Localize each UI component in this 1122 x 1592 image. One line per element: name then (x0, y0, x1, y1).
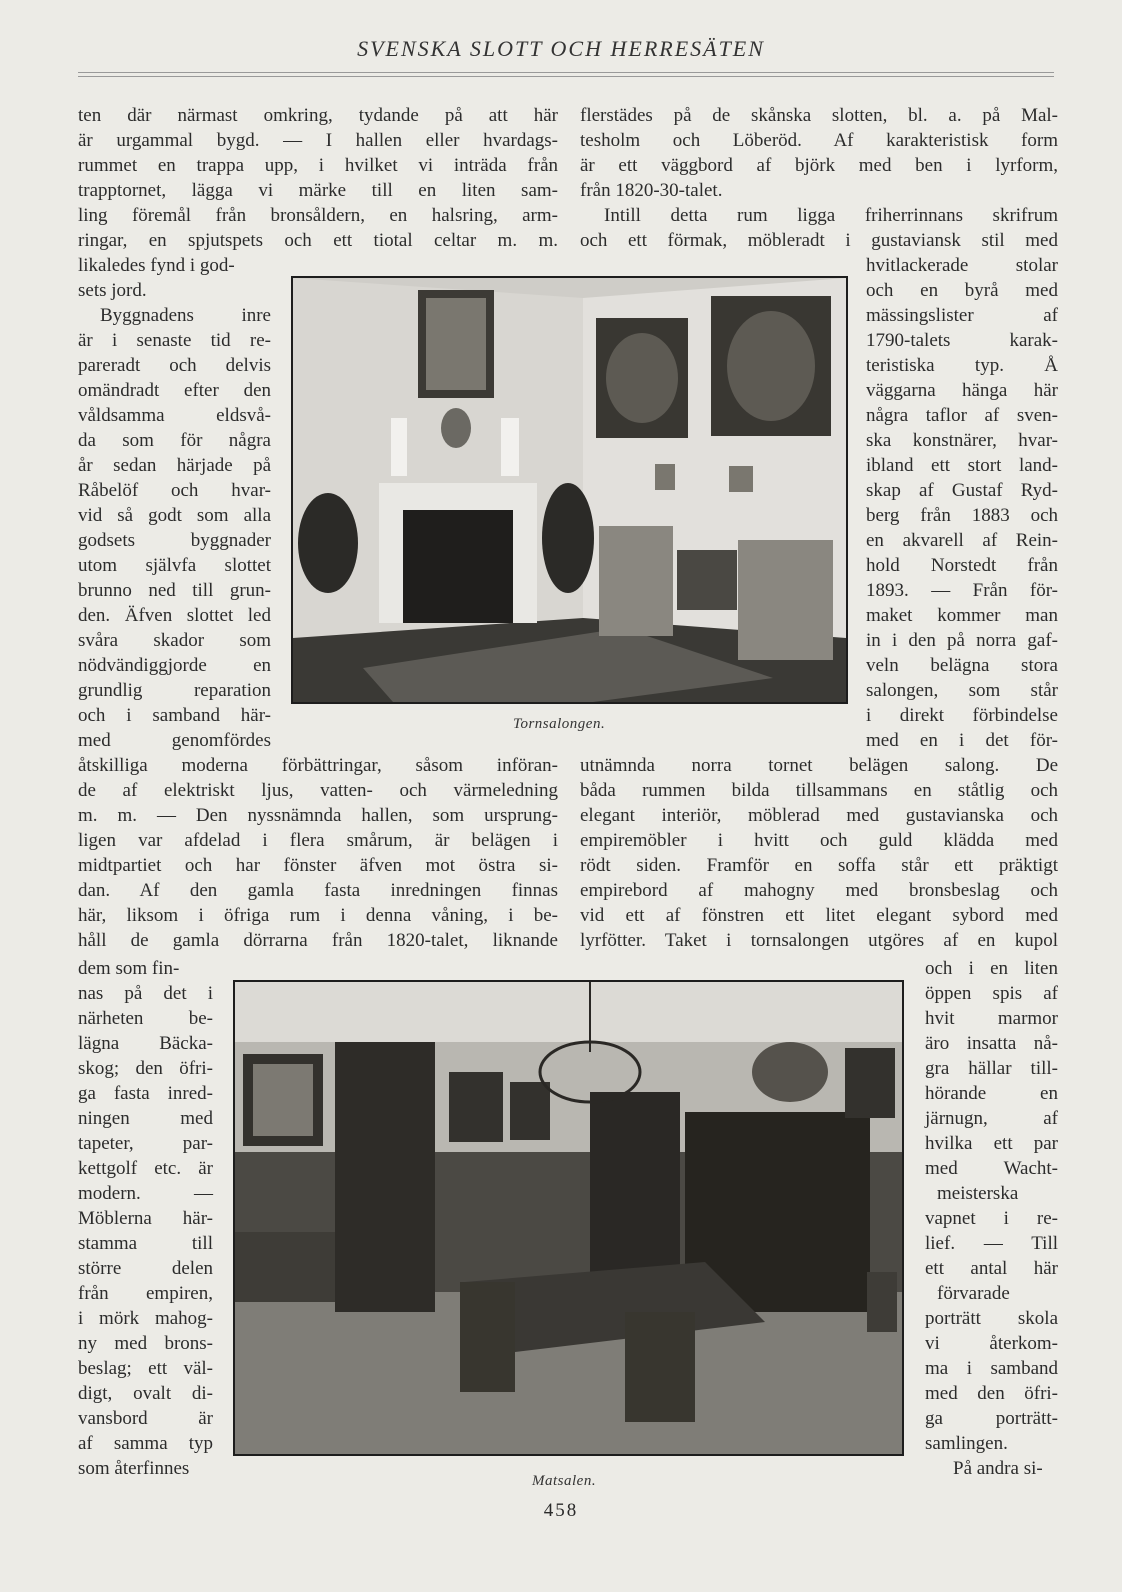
text-line: empirebord af mahogny med bronsbeslag och (580, 880, 1058, 901)
text-line: våldsamma eldsvå- (78, 405, 271, 426)
left-column-narrow (78, 253, 271, 753)
text-line: från 1820-30-talet. (580, 180, 723, 201)
text-line: hörande en (925, 1083, 1058, 1104)
text-line: åtskilliga moderna förbättringar, såsom införan- (78, 755, 558, 776)
running-header: SVENSKA SLOTT OCH HERRESÄTEN (357, 36, 765, 61)
text-line: da som för några (78, 430, 271, 451)
text-line: större delen (78, 1258, 213, 1279)
text-line: kettgolf etc. är (78, 1158, 213, 1179)
text-line: brunno ned till grun- (78, 580, 271, 601)
text-line: med Wacht- (925, 1158, 1058, 1179)
text-line: meisterska (937, 1183, 1019, 1204)
text-line: gra hällar till- (925, 1058, 1058, 1079)
text-line: nödvändiggjorde en (78, 655, 271, 676)
text-line: med genomfördes (78, 730, 271, 751)
right-column-top (580, 103, 1058, 253)
text-line: ningen med (78, 1108, 213, 1129)
text-line: ga fasta inred- (78, 1083, 213, 1104)
text-line: ringar, en spjutspets och ett tiotal celtar m. m. (78, 230, 558, 251)
text-line: vid så godt som alla (78, 505, 271, 526)
text-line: ga porträtt- (925, 1408, 1058, 1429)
left-column-bottom (78, 956, 213, 1481)
text-line: i mörk mahog- (78, 1308, 213, 1329)
text-line: mässingslister af (866, 305, 1058, 326)
text-line: Intill detta rum ligga friherrinnans skrifrum (604, 205, 1058, 226)
text-line: midtpartiet och har fönster äfven mot östra si- (78, 855, 558, 876)
text-line: godsets byggnader (78, 530, 271, 551)
text-line: skog; den öfri- (78, 1058, 213, 1079)
text-line: ma i samband (925, 1358, 1058, 1379)
text-line: af samma typ (78, 1433, 213, 1454)
text-line: vid ett af fönstren ett litet elegant sybord med (580, 905, 1058, 926)
left-column-middle (78, 753, 558, 953)
text-line: hvitlackerade stolar (866, 255, 1058, 276)
text-line: Råbelöf och hvar- (78, 480, 271, 501)
text-line: järnugn, af (925, 1108, 1058, 1129)
header-rule (78, 72, 1054, 73)
text-line: väggarna hänga här (866, 380, 1058, 401)
text-line: utom självfa slottet (78, 555, 271, 576)
text-line: ett antal här (925, 1258, 1058, 1279)
text-line: teristiska typ. Å (866, 355, 1058, 376)
text-line: elegant interiör, möblerad med gustavianska och (580, 805, 1058, 826)
text-line: här, liksom i öfriga rum i denna våning, i be- (78, 905, 558, 926)
text-line: ibland ett stort land- (866, 455, 1058, 476)
text-line: de af elektriskt ljus, vatten- och värmeledning (78, 780, 558, 801)
text-line: Byggnadens inre (100, 305, 271, 326)
text-line: berg från 1883 och (866, 505, 1058, 526)
right-column-bottom (925, 956, 1058, 1481)
text-line: förvarade (937, 1283, 1010, 1304)
text-line: ling föremål från bronsåldern, en halsring, arm- (78, 205, 558, 226)
left-column-top (78, 103, 558, 253)
text-line: Möblerna här- (78, 1208, 213, 1229)
text-line: och en byrå med (866, 280, 1058, 301)
text-line: ligen var afdelad i flera smårum, är belägen i (78, 830, 558, 851)
text-line: salongen, som står (866, 680, 1058, 701)
text-line: vi återkom- (925, 1333, 1058, 1354)
tornsalongen-image (293, 278, 846, 702)
right-column-narrow (866, 253, 1058, 753)
text-line: 1893. — Från för- (866, 580, 1058, 601)
text-line: porträtt skola (925, 1308, 1058, 1329)
text-line: ska konstnärer, hvar- (866, 430, 1058, 451)
text-line: maket kommer man (866, 605, 1058, 626)
text-line: med den öfri- (925, 1383, 1058, 1404)
text-line: nas på det i (78, 983, 213, 1004)
text-line: och i en liten (925, 958, 1058, 979)
text-line: och ett förmak, möbleradt i gustaviansk stil med (580, 230, 1058, 251)
text-line: trapptornet, lägga vi märke till en liten sam- (78, 180, 558, 201)
text-line: likaledes fynd i god- (78, 255, 235, 276)
text-line: empiremöbler i hvitt och guld klädda med (580, 830, 1058, 851)
text-line: beslag; ett väl- (78, 1358, 213, 1379)
text-line: in i den på norra gaf- (866, 630, 1058, 651)
text-line: samlingen. (925, 1433, 1008, 1454)
text-line: och i samband här- (78, 705, 271, 726)
text-line: skap af Gustaf Ryd- (866, 480, 1058, 501)
text-line: med en i det för- (866, 730, 1058, 751)
text-line: grundlig reparation (78, 680, 271, 701)
text-line: i direkt förbindelse (866, 705, 1058, 726)
figure-caption-tornsalongen: Tornsalongen. (513, 716, 606, 732)
text-line: är ett väggbord af björk med ben i lyrform, (580, 155, 1058, 176)
text-line: m. m. — Den nyssnämnda hallen, som ursprung- (78, 805, 558, 826)
text-line: utnämnda norra tornet belägen salong. De (580, 755, 1058, 776)
text-line: pareradt och delvis (78, 355, 271, 376)
photo-matsalen (233, 980, 904, 1456)
text-line: flerstädes på de skånska slotten, bl. a. på Mal- (580, 105, 1058, 126)
right-column-middle (580, 753, 1058, 953)
header-rule-secondary (78, 76, 1054, 77)
photo-tornsalongen (291, 276, 848, 704)
text-line: vansbord är (78, 1408, 213, 1429)
text-line: lyrfötter. Taket i tornsalongen utgöres af en kupol (580, 930, 1058, 951)
text-line: hold Norstedt från (866, 555, 1058, 576)
text-line: 1790-talets karak- (866, 330, 1058, 351)
text-line: några taflor af sven- (866, 405, 1058, 426)
text-line: rummet en trappa upp, i hvilket vi inträda från (78, 155, 558, 176)
text-line: dem som fin- (78, 958, 180, 979)
text-line: stamma till (78, 1233, 213, 1254)
text-line: omändradt efter den (78, 380, 271, 401)
text-line: ten där närmast omkring, tydande på att här (78, 105, 558, 126)
text-line: digt, ovalt di- (78, 1383, 213, 1404)
text-line: ny med brons- (78, 1333, 213, 1354)
text-line: tapeter, par- (78, 1133, 213, 1154)
text-line: en akvarell af Rein- (866, 530, 1058, 551)
text-line: rödt siden. Framför en soffa står ett präktigt (580, 855, 1058, 876)
text-line: hvilka ett par (925, 1133, 1058, 1154)
text-line: vapnet i re- (925, 1208, 1058, 1229)
text-line: svåra skador som (78, 630, 271, 651)
text-line: är i senaste tid re- (78, 330, 271, 351)
text-line: hvit marmor (925, 1008, 1058, 1029)
text-line: närheten be- (78, 1008, 213, 1029)
text-line: modern. — (78, 1183, 213, 1204)
text-line: den. Äfven slottet led (78, 605, 271, 626)
text-line: tesholm och Löberöd. Af karakteristisk form (580, 130, 1058, 151)
figure-caption-matsalen: Matsalen. (532, 1473, 597, 1489)
text-line: äro insatta nå- (925, 1033, 1058, 1054)
text-line: På andra si- (953, 1458, 1043, 1479)
text-line: som återfinnes (78, 1458, 190, 1479)
matsalen-image (235, 982, 902, 1454)
text-line: år sedan härjade på (78, 455, 271, 476)
text-line: veln belägna stora (866, 655, 1058, 676)
text-line: båda rummen bilda tillsammans en ståtlig och (580, 780, 1058, 801)
text-line: är urgammal bygd. — I hallen eller hvardags- (78, 130, 558, 151)
text-line: lief. — Till (925, 1233, 1058, 1254)
page-number: 458 (543, 1500, 579, 1521)
text-line: från empiren, (78, 1283, 213, 1304)
text-line: lägna Bäcka- (78, 1033, 213, 1054)
text-line: håll de gamla dörrarna från 1820-talet, liknande (78, 930, 558, 951)
text-line: sets jord. (78, 280, 147, 301)
text-line: dan. Af den gamla fasta inredningen finnas (78, 880, 558, 901)
text-line: öppen spis af (925, 983, 1058, 1004)
